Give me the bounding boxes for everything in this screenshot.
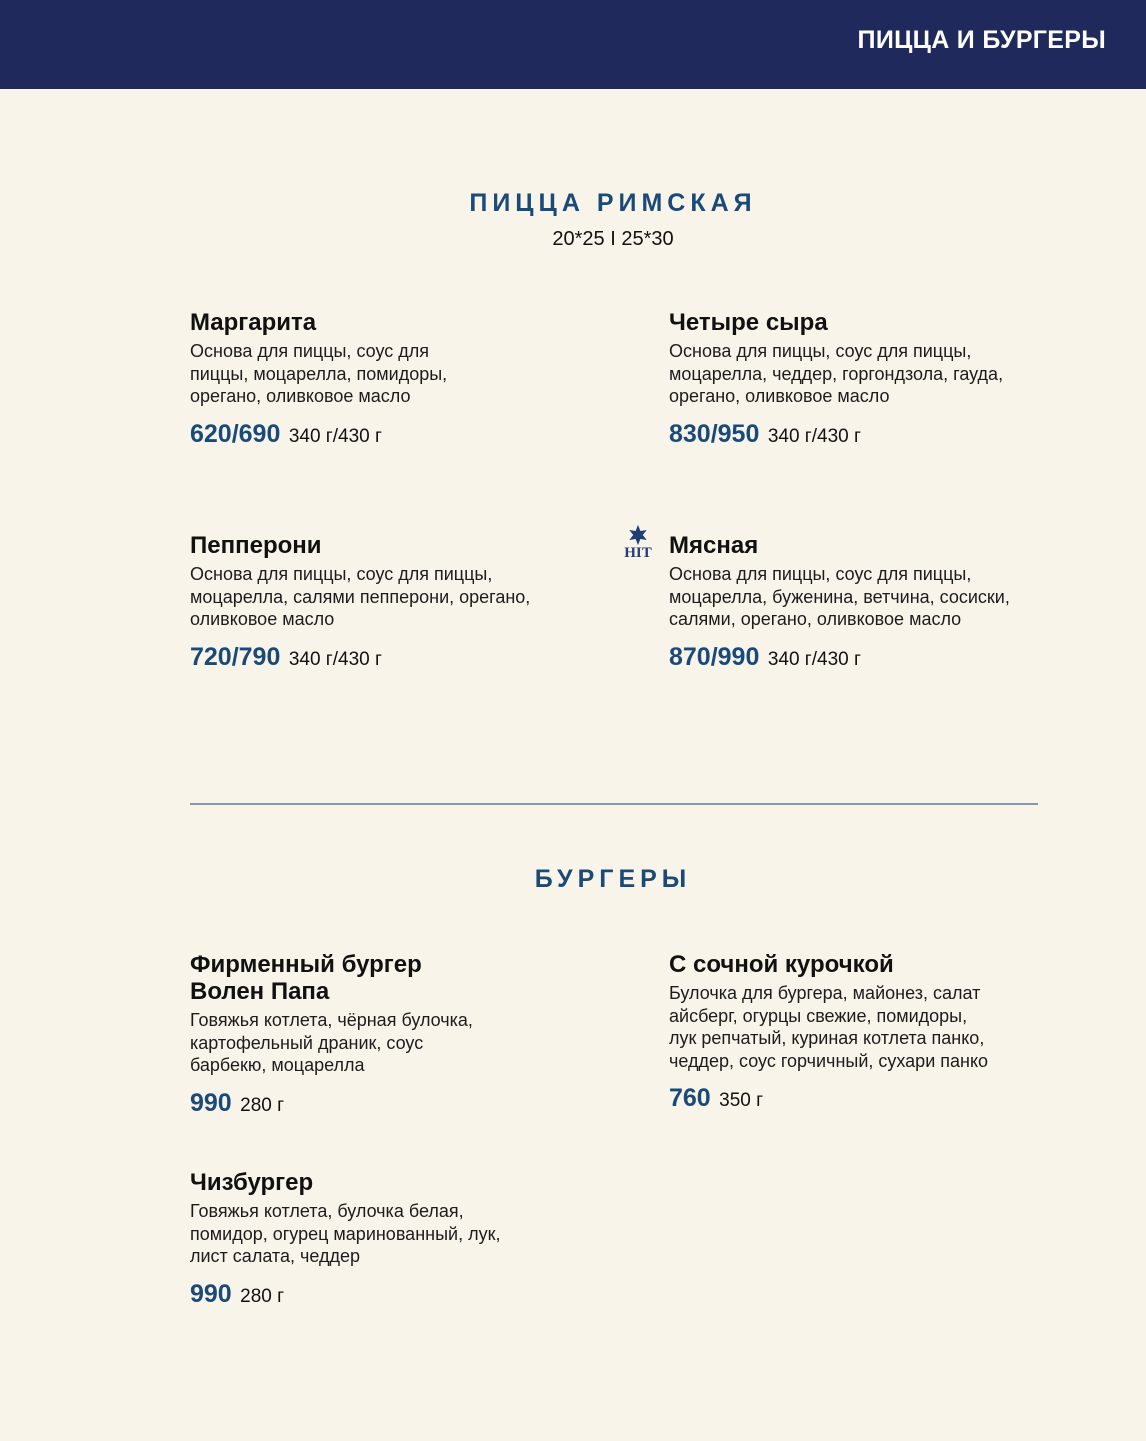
menu-item-chicken-burger	[669, 951, 1009, 1113]
item-name: Пепперони	[190, 532, 322, 559]
item-weight: 350 г	[719, 1090, 764, 1111]
item-price: 760	[669, 1084, 711, 1112]
item-description: Основа для пиццы, соус для пиццы, моцарелла, помидоры, орегано, оливковое масло	[190, 341, 448, 406]
hit-badge	[620, 524, 656, 568]
item-weight: 340 г/430 г	[288, 425, 382, 447]
item-price: 990	[190, 1088, 232, 1117]
header-title: ПИЦЦА И БУРГЕРЫ	[857, 26, 1106, 54]
item-description: Говяжья котлета, булочка белая, помидор, огурец маринованный, лук, лист салата, чеддер	[190, 1201, 501, 1266]
menu-item-meat	[669, 532, 1049, 672]
menu-item-signature-burger	[190, 951, 530, 1118]
item-weight: 280 г	[240, 1094, 285, 1116]
item-price: 990	[190, 1279, 232, 1308]
item-price: 830/950	[669, 419, 760, 448]
pizza-sizes: 20*25 I 25*30	[552, 228, 674, 250]
item-price: 870/990	[669, 642, 760, 671]
hit-label: HIT	[624, 545, 652, 561]
page-header	[0, 0, 1146, 89]
section-divider	[190, 803, 1038, 805]
item-description: Основа для пиццы, соус для пиццы, моцарелла, буженина, ветчина, сосиски, салями, орегано, оливковое масло	[669, 564, 1010, 629]
item-weight: 340 г/430 г	[767, 425, 861, 447]
item-price: 620/690	[190, 419, 281, 448]
item-name: Четыре сыра	[669, 309, 828, 336]
item-description: Основа для пиццы, соус для пиццы, моцарелла, чеддер, горгондзола, гауда, орегано, оливковое масло	[669, 341, 1004, 406]
item-weight: 340 г/430 г	[767, 648, 861, 670]
menu-item-four-cheese	[669, 309, 1029, 449]
menu-item-cheeseburger	[190, 1169, 530, 1309]
item-description: Говяжья котлета, чёрная булочка, картофельный драник, соус барбекю, моцарелла	[190, 1010, 473, 1075]
item-name: С сочной курочкой	[669, 951, 894, 978]
menu-item-margherita	[190, 309, 530, 449]
item-price: 720/790	[190, 642, 281, 671]
item-weight: 280 г	[240, 1285, 285, 1307]
item-weight: 340 г/430 г	[288, 648, 382, 670]
star-icon	[627, 524, 649, 546]
item-description: Булочка для бургера, майонез, салат айсберг, огурцы свежие, помидоры, лук репчатый, куриная котлета панко, чеддер, соус горчичный, сухари панко	[669, 983, 989, 1071]
item-name: Чизбургер	[190, 1169, 314, 1196]
item-description: Основа для пиццы, соус для пиццы, моцарелла, салями пепперони, орегано, оливковое масло	[190, 564, 531, 629]
pizza-section-title: ПИЦЦА РИМСКАЯ	[469, 189, 757, 217]
item-name: Мясная	[669, 532, 759, 559]
item-name: Фирменный бургер Волен Папа	[190, 951, 422, 1005]
menu-item-pepperoni	[190, 532, 550, 672]
item-name: Маргарита	[190, 309, 317, 336]
burgers-section-title: БУРГЕРЫ	[534, 865, 692, 893]
